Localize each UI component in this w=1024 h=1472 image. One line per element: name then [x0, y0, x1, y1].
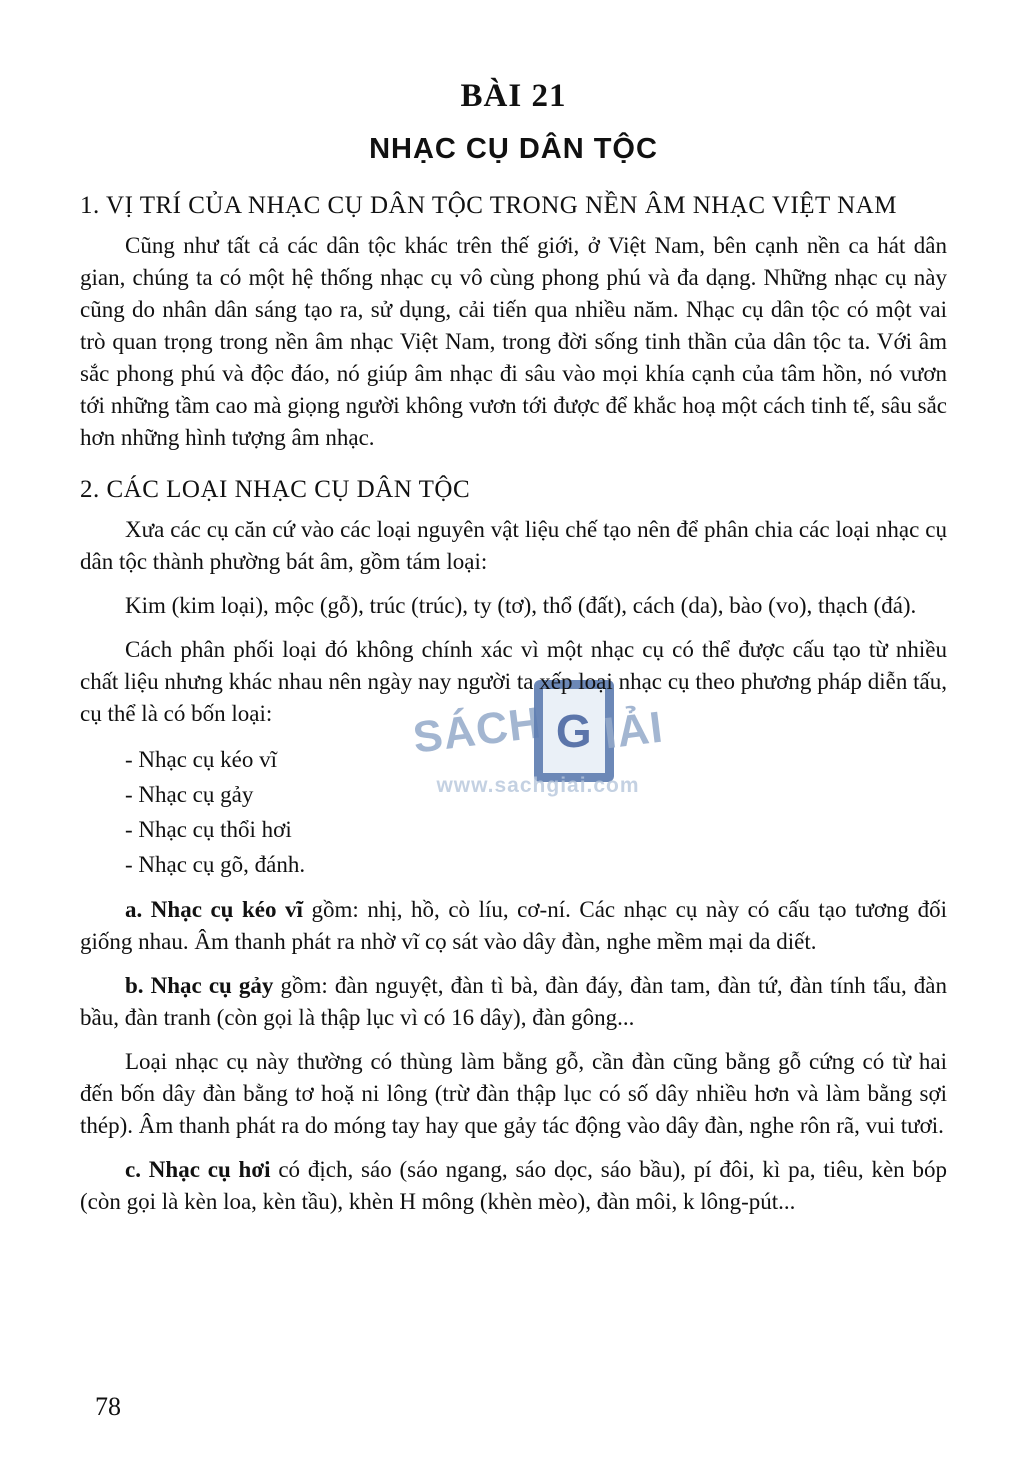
section-2-heading: 2. CÁC LOẠI NHẠC CỤ DÂN TỘC [80, 476, 471, 503]
item-c-text: có địch, sáo (sáo ngang, sáo dọc, sáo bầu), pí đôi, kì pa, tiêu, kèn bóp (còn gọi là kèn loa, kèn tầu), khèn H mông (khèn mèo), đàn môi, k lông-pút... [80, 1157, 947, 1214]
instrument-type-list [80, 742, 947, 882]
item-b-label: b. Nhạc cụ gảy [125, 973, 274, 998]
item-b-text: gồm: đàn nguyệt, đàn tì bà, đàn đáy, đàn tam, đàn tứ, đàn tính tẩu, đàn bầu, đàn tranh (còn gọi là thập lục vì có 16 dây), đàn gông... [80, 973, 948, 1030]
item-a-text: gồm: nhị, hồ, cò líu, cơ-ní. Các nhạc cụ này có cấu tạo tương đối giống nhau. Âm thanh phát ra nhờ vĩ cọ sát vào dây đàn, nghe mềm mại da diết. [80, 897, 947, 954]
list-item: - Nhạc cụ gõ, đánh. [125, 852, 306, 877]
item-a-label: a. Nhạc cụ kéo vĩ [125, 897, 303, 922]
page-number: 78 [95, 1392, 121, 1421]
section-1-paragraph: Cũng như tất cả các dân tộc khác trên thế giới, ở Việt Nam, bên cạnh nền ca hát dân gian, chúng ta có một hệ thống nhạc cụ vô cùng phong phú và đa dạng. Những nhạc cụ này cũng do nhân dân sáng tạo ra, sử dụng, cải tiến qua nhiều năm. Nhạc cụ dân tộc có một vai trò quan trọng trong nền âm nhạc Việt Nam, trong đời sống tinh thần của dân tộc ta. Với âm sắc phong phú và độc đáo, nó giúp âm nhạc đi sâu vào mọi khía cạnh của tâm hồn, nó vươn tới những tầm cao mà giọng người không vươn tới được để khắc hoạ một cách tinh tế, sâu sắc hơn những hình tượng âm nhạc. [80, 233, 947, 450]
page-title: NHẠC CỤ DÂN TỘC [369, 133, 658, 165]
section-2-intro-paragraph: Xưa các cụ căn cứ vào các loại nguyên vật liệu chế tạo nên để phân chia các loại nhạc cụ dân tộc thành phường bát âm, gồm tám loại: [80, 517, 947, 574]
lesson-number: BÀI 21 [460, 78, 567, 114]
sachgiai-logo-icon: G [534, 680, 614, 782]
list-item: - Nhạc cụ kéo vĩ [125, 747, 277, 772]
watermark-text-right: IẢI [600, 702, 666, 759]
section-1-heading: 1. VỊ TRÍ CỦA NHẠC CỤ DÂN TỘC TRONG NỀN ÂM NHẠC VIỆT NAM [80, 192, 897, 219]
item-b-detail-paragraph: Loại nhạc cụ này thường có thùng làm bằng gỗ, cần đàn cũng bằng gỗ cứng có từ hai đến bốn dây đàn bằng tơ hoặ ni lông (trừ đàn thập lục có số dây nhiều hơn và làm bằng sợi thép). Âm thanh phát ra do móng tay hay que gảy tác động vào dây đàn, nghe rôn rã, vui tươi. [80, 1049, 947, 1138]
item-a-paragraph [80, 894, 947, 958]
list-item: - Nhạc cụ thổi hơi [125, 817, 292, 842]
item-b-paragraph [80, 970, 947, 1034]
watermark-url: www.sachgiai.com [436, 774, 640, 797]
section-2-method-paragraph: Cách phân phối loại đó không chính xác vì một nhạc cụ có thể được cấu tạo từ nhiều chất liệu nhưng khác nhau nên ngày nay người ta xếp loại nhạc cụ theo phương pháp diễn tấu, cụ thể là có bốn loại: [80, 637, 947, 726]
list-item: - Nhạc cụ gảy [125, 782, 254, 807]
page-content [80, 78, 947, 1218]
item-c-label: c. Nhạc cụ hơi [125, 1157, 271, 1182]
watermark-text-left: SÁCH [410, 698, 545, 763]
item-c-paragraph [80, 1154, 947, 1218]
section-2-eight-types-paragraph: Kim (kim loại), mộc (gỗ), trúc (trúc), ty (tơ), thổ (đất), cách (da), bào (vo), thạch (đá). [125, 593, 917, 618]
